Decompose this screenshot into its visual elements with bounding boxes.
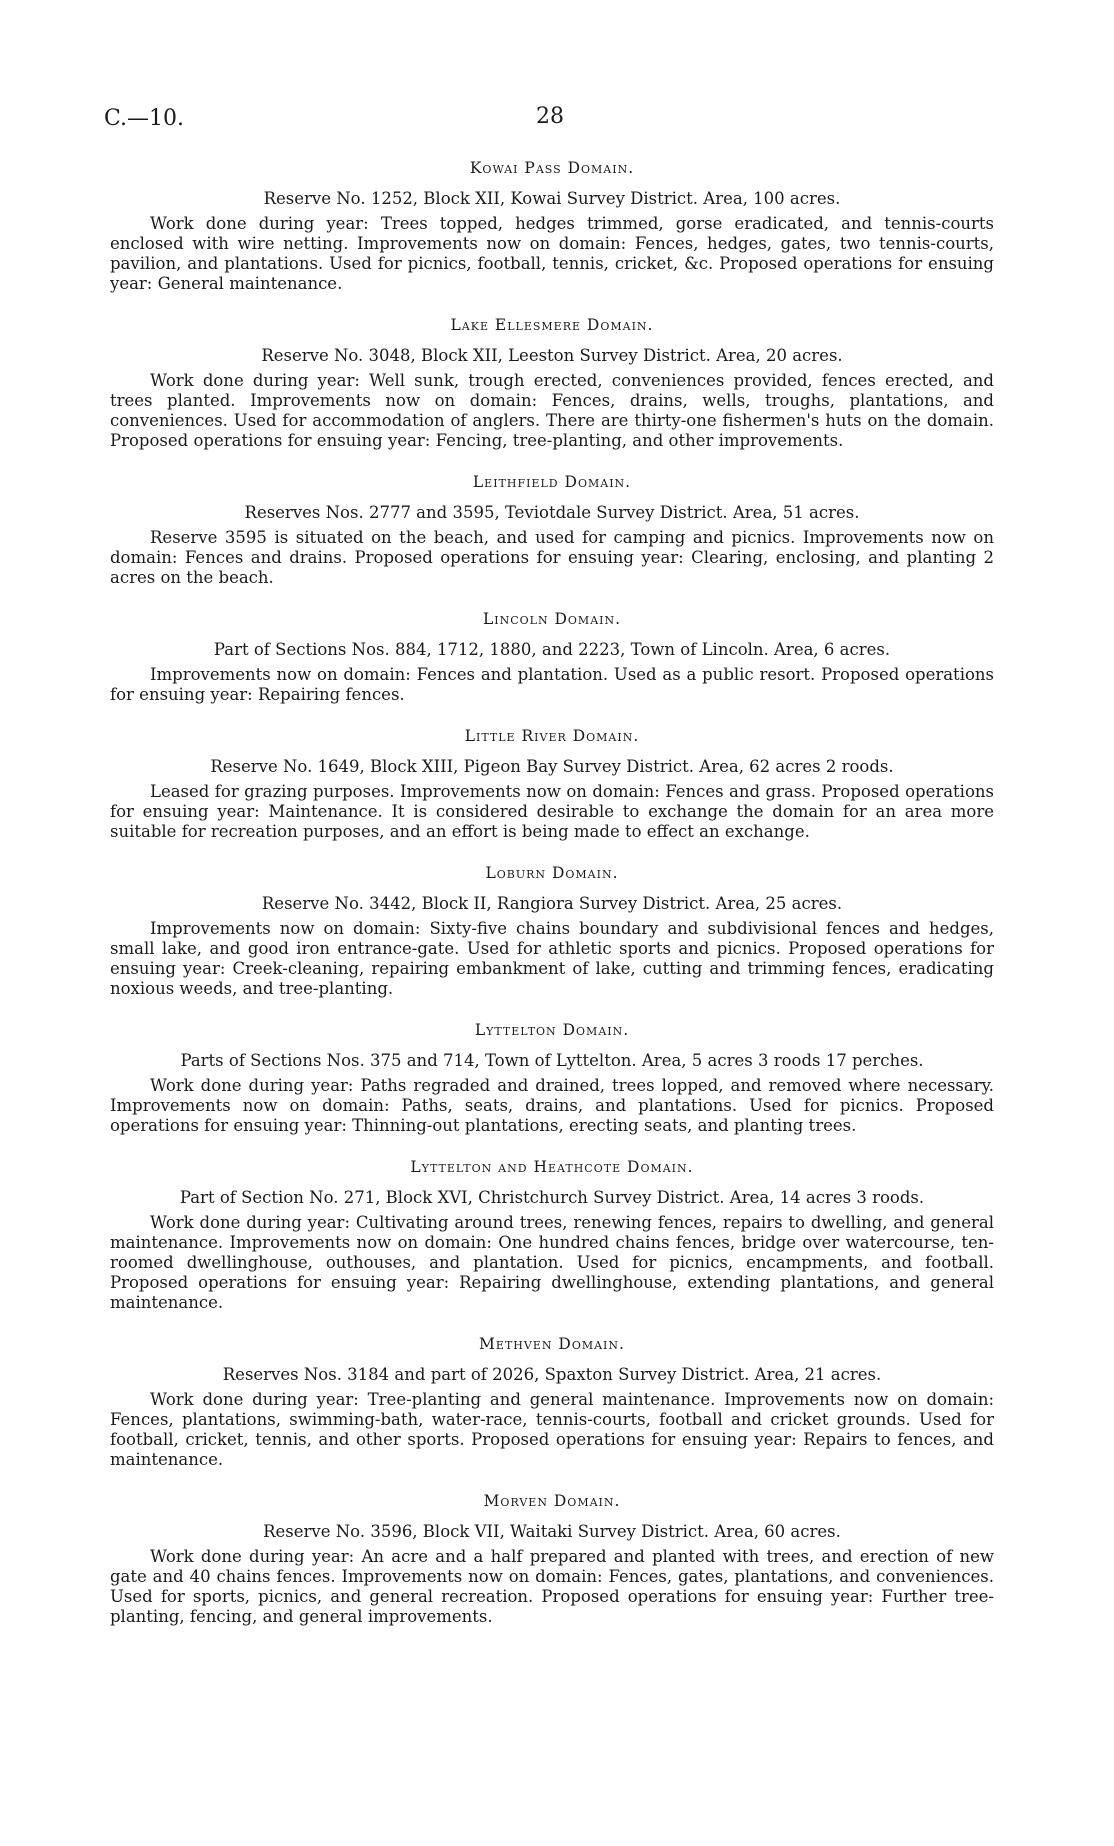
section-body: Work done during year: Paths regraded and drained, trees lopped, and removed where necessary. Improvements now on domain: Paths, seats, drains, and plantations. Used for picnics. Proposed operations for ensuing year: Thinning-out plantations, erecting seats, and planting trees. [110,1076,994,1135]
page-header [0,106,1114,136]
section-title: Morven Domain. [483,1492,621,1510]
section-reserve-line: Part of Sections Nos. 884, 1712, 1880, and 2223, Town of Lincoln. Area, 6 acres. [213,640,891,659]
section-title: Little River Domain. [464,727,640,745]
section-title: Lyttelton and Heathcote Domain. [410,1158,694,1176]
section-reserve-line: Part of Section No. 271, Block XVI, Christchurch Survey District. Area, 14 acres 3 roods. [179,1188,925,1207]
section-reserve-line: Reserve No. 1252, Block XII, Kowai Survey District. Area, 100 acres. [263,189,841,208]
section-reserve-line: Reserve No. 3048, Block XII, Leeston Survey District. Area, 20 acres. [261,346,843,365]
section-reserve-line: Reserve No. 3596, Block VII, Waitaki Survey District. Area, 60 acres. [263,1522,841,1541]
section-reserve-line: Reserve No. 3442, Block II, Rangiora Survey District. Area, 25 acres. [261,894,843,913]
section-little-river-domain [110,726,994,842]
section-body: Leased for grazing purposes. Improvements now on domain: Fences and grass. Proposed operations for ensuing year: Maintenance. It is considered desirable to exchange the domain for an area more suitable for recreation purposes, and an effort is being made to effect an exchange. [110,782,994,841]
section-lake-ellesmere-domain [110,315,994,451]
section-body: Work done during year: Tree-planting and general maintenance. Improvements now on domain: Fences, plantations, swimming-bath, water-race, tennis-courts, football and cricket grounds. Used for football, cricket, tennis, and other sports. Proposed operations for ensuing year: Repairs to fences, and maintenance. [110,1390,994,1469]
section-body: Reserve 3595 is situated on the beach, and used for camping and picnics. Improvements now on domain: Fences and drains. Proposed operations for ensuing year: Clearing, enclosing, and planting 2 acres on the beach. [110,528,994,587]
section-title: Lyttelton Domain. [474,1021,630,1039]
section-title: Loburn Domain. [485,864,619,882]
section-title: Methven Domain. [479,1335,625,1353]
section-reserve-line: Reserves Nos. 3184 and part of 2026, Spaxton Survey District. Area, 21 acres. [222,1365,882,1384]
section-body: Improvements now on domain: Sixty-five chains boundary and subdivisional fences and hedges, small lake, and good iron entrance-gate. Used for athletic sports and picnics. Proposed operations for ensuing year: Creek-cleaning, repairing embankment of lake, cutting and trimming fences, eradicating noxious weeds, and tree-planting. [110,919,994,998]
section-reserve-line: Reserve No. 1649, Block XIII, Pigeon Bay Survey District. Area, 62 acres 2 roods. [210,757,894,776]
section-title: Lake Ellesmere Domain. [450,316,654,334]
section-morven-domain [110,1491,994,1627]
section-lincoln-domain [110,609,994,705]
section-reserve-line: Parts of Sections Nos. 375 and 714, Town of Lyttelton. Area, 5 acres 3 roods 17 perches. [180,1051,924,1070]
section-methven-domain [110,1334,994,1470]
page-number: 28 [536,104,564,129]
section-title: Kowai Pass Domain. [469,159,635,177]
section-title: Lincoln Domain. [482,610,622,628]
section-kowai-pass-domain [110,158,994,294]
section-loburn-domain [110,863,994,999]
section-body: Improvements now on domain: Fences and plantation. Used as a public resort. Proposed operations for ensuing year: Repairing fences. [110,665,994,704]
section-title: Leithfield Domain. [472,473,632,491]
section-body: Work done during year: An acre and a half prepared and planted with trees, and erection of new gate and 40 chains fences. Improvements now on domain: Fences, gates, plantations, and conveniences. Used for sports, picnics, and general recreation. Proposed operations for ensuing year: Further tree-planting, fencing, and general improvements. [110,1547,994,1626]
document-reference: C.—10. [104,106,185,131]
page-content [110,158,994,1627]
section-lyttelton-and-heathcote-domain [110,1157,994,1313]
section-body: Work done during year: Well sunk, trough erected, conveniences provided, fences erected, and trees planted. Improvements now on domain: Fences, drains, wells, troughs, plantations, and conveniences. Used for accommodation of anglers. There are thirty-one fishermen's huts on the domain. Proposed operations for ensuing year: Fencing, tree-planting, and other improvements. [110,371,994,450]
section-reserve-line: Reserves Nos. 2777 and 3595, Teviotdale Survey District. Area, 51 acres. [244,503,860,522]
section-leithfield-domain [110,472,994,588]
section-body: Work done during year: Cultivating around trees, renewing fences, repairs to dwelling, and general maintenance. Improvements now on domain: One hundred chains fences, bridge over watercourse, ten-roomed dwellinghouse, outhouses, and plantation. Used for picnics, encampments, and football. Proposed operations for ensuing year: Repairing dwellinghouse, extending plantations, and general maintenance. [110,1213,994,1312]
section-lyttelton-domain [110,1020,994,1136]
section-body: Work done during year: Trees topped, hedges trimmed, gorse eradicated, and tennis-courts enclosed with wire netting. Improvements now on domain: Fences, hedges, gates, two tennis-courts, pavilion, and plantations. Used for picnics, football, tennis, cricket, &c. Proposed operations for ensuing year: General maintenance. [110,214,994,293]
